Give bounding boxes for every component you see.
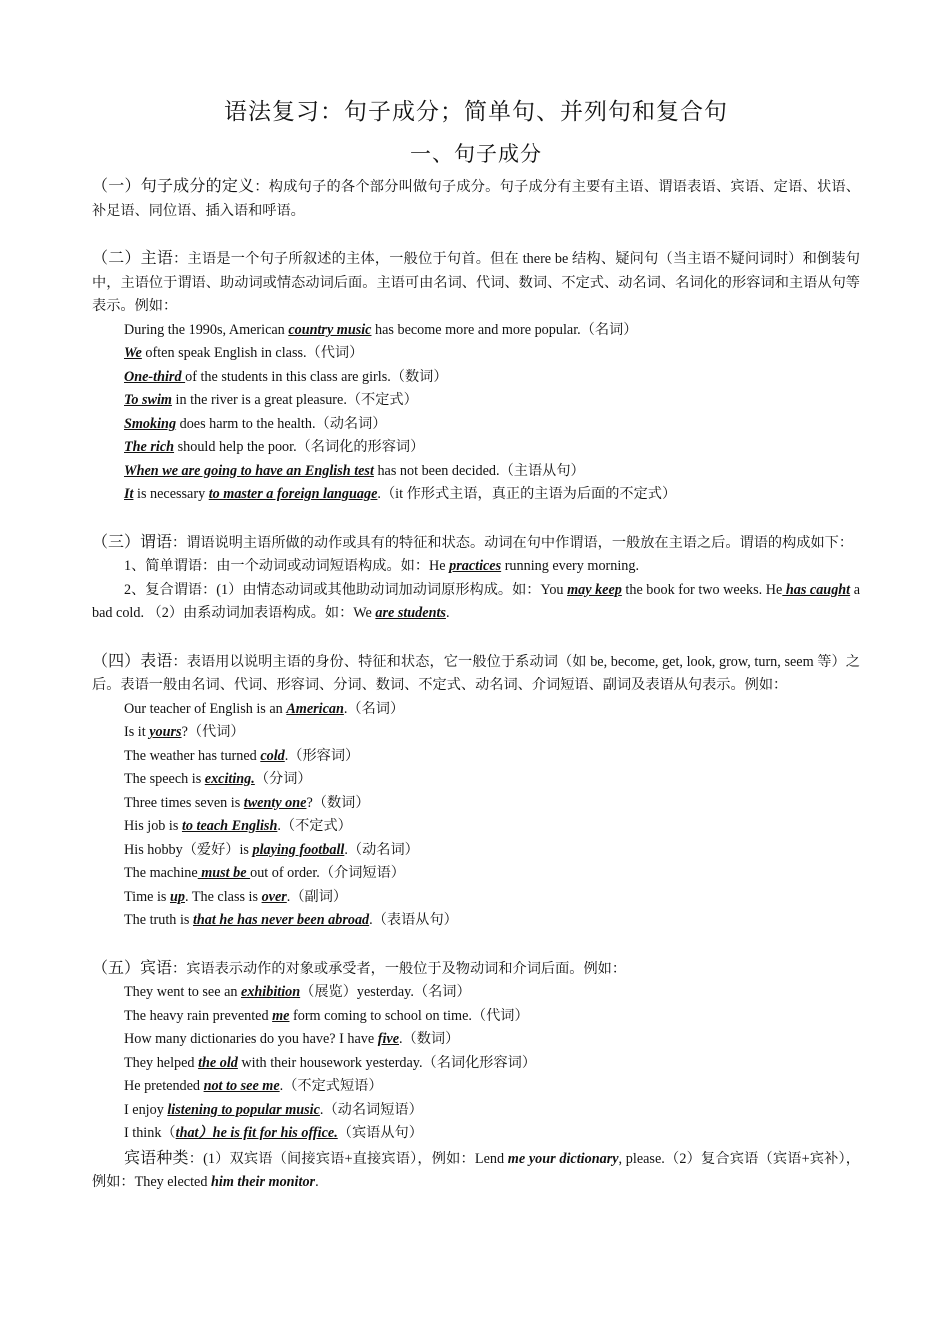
example-line: His job is to teach English.（不定式） xyxy=(124,818,352,834)
predicative-paragraph xyxy=(92,649,860,698)
predicate-heading: （三）谓语 xyxy=(92,531,173,551)
example-line: The rich should help the poor.（名词化的形容词） xyxy=(124,439,425,455)
document-page xyxy=(92,90,860,1195)
example-line: Our teacher of English is an American.（名词） xyxy=(124,700,405,717)
example-line: The truth is that he has never been abroad.（表语从句） xyxy=(124,912,458,928)
compound-predicate-line: 2、复合谓语：(1）由情态动词或其他助动词加动词原形构成。如：You may keep the book for two weeks. He has caught a bad cold. （2）由系动词加表语构成。如：We are students. xyxy=(92,581,860,621)
section-title: 一、句子成分 xyxy=(410,142,542,166)
example-line: During the 1990s, American country music has become more and more popular.（名词） xyxy=(124,321,638,338)
example-line: Is it yours?（代词） xyxy=(124,724,245,740)
subject-text: ：主语是一个句子所叙述的主体，一般位于句首。但在 there be 结构、疑问句（当主语不疑问词时）和倒装句中，主语位于谓语、助动词或情态动词后面。主语可由名词、代词、数词、不定式、动名词、名词化的形容词和主语从句等表示。例如： xyxy=(92,251,860,314)
object-kinds-paragraph: 宾语种类：(1）双宾语（间接宾语+直接宾语），例如：Lend me your dictionary, please.（2）复合宾语（宾语+宾补），例如：They elected him their monitor. xyxy=(92,1147,860,1190)
example-line: Smoking does harm to the health.（动名词） xyxy=(124,415,387,432)
object-heading: （五）宾语 xyxy=(92,957,173,977)
definition-heading: （一）句子成分的定义 xyxy=(92,176,255,195)
example-line: Three times seven is twenty one?（数词） xyxy=(124,794,370,811)
example-line: We often speak English in class.（代词） xyxy=(124,345,364,361)
example-line: The speech is exciting.（分词） xyxy=(124,771,312,787)
example-line: His hobby（爱好）is playing football.（动名词） xyxy=(124,841,419,858)
definition-paragraph xyxy=(92,174,860,223)
predicate-paragraph xyxy=(92,530,860,556)
example-line: One-third of the students in this class are girls.（数词） xyxy=(124,368,448,385)
example-line: I enjoy listening to popular music.（动名词短语） xyxy=(124,1101,423,1118)
example-line: To swim in the river is a great pleasure.（不定式） xyxy=(124,392,418,408)
predicative-heading: （四）表语 xyxy=(92,650,173,670)
subject-heading: （二）主语 xyxy=(92,248,174,267)
definition-text: ：构成句子的各个部分叫做句子成分。句子成分有主要有主语、谓语表语、宾语、定语、状语、补足语、同位语、插入语和呼语。 xyxy=(92,179,860,219)
example-line: They helped the old with their housework yesterday.（名词化形容词） xyxy=(124,1054,537,1071)
example-line: The heavy rain prevented me form coming to school on time.（代词） xyxy=(124,1007,529,1024)
predicative-text: ：表语用以说明主语的身份、特征和状态，它一般位于系动词（如 be, become, get, look, grow, turn, seem 等）之后。表语一般由名词、代词、形容词、分词、数词、不定式、动名词、介词短语、副词及表语从句表示。例如： xyxy=(92,653,860,693)
example-line: I think（that）he is fit for his office.（宾语从句） xyxy=(124,1125,423,1141)
example-line: They went to see an exhibition（展览）yesterday.（名词） xyxy=(124,984,471,1000)
predicate-text: ：谓语说明主语所做的动作或具有的特征和状态。动词在句中作谓语，一般放在主语之后。谓语的构成如下： xyxy=(172,534,854,551)
example-line: How many dictionaries do you have? I have five.（数词） xyxy=(124,1031,460,1047)
example-line: The machine must be out of order.（介词短语） xyxy=(124,865,405,881)
object-paragraph xyxy=(92,956,860,982)
example-line: When we are going to have an English test has not been decided.（主语从句） xyxy=(124,462,585,479)
example-line: Time is up. The class is over.（副词） xyxy=(124,888,348,905)
example-line: The weather has turned cold.（形容词） xyxy=(124,747,360,764)
example-line: It is necessary to master a foreign language.（it 作形式主语，真正的主语为后面的不定式） xyxy=(124,486,677,502)
page-title: 语法复习：句子成分；简单句、并列句和复合句 xyxy=(224,99,728,125)
object-text: ：宾语表示动作的对象或承受者，一般位于及物动词和介词后面。例如： xyxy=(172,960,627,977)
example-line: He pretended not to see me.（不定式短语） xyxy=(124,1078,383,1094)
subject-paragraph xyxy=(92,246,860,319)
simple-predicate-line: 1、简单谓语：由一个动词或动词短语构成。如：He practices running every morning. xyxy=(124,558,640,574)
